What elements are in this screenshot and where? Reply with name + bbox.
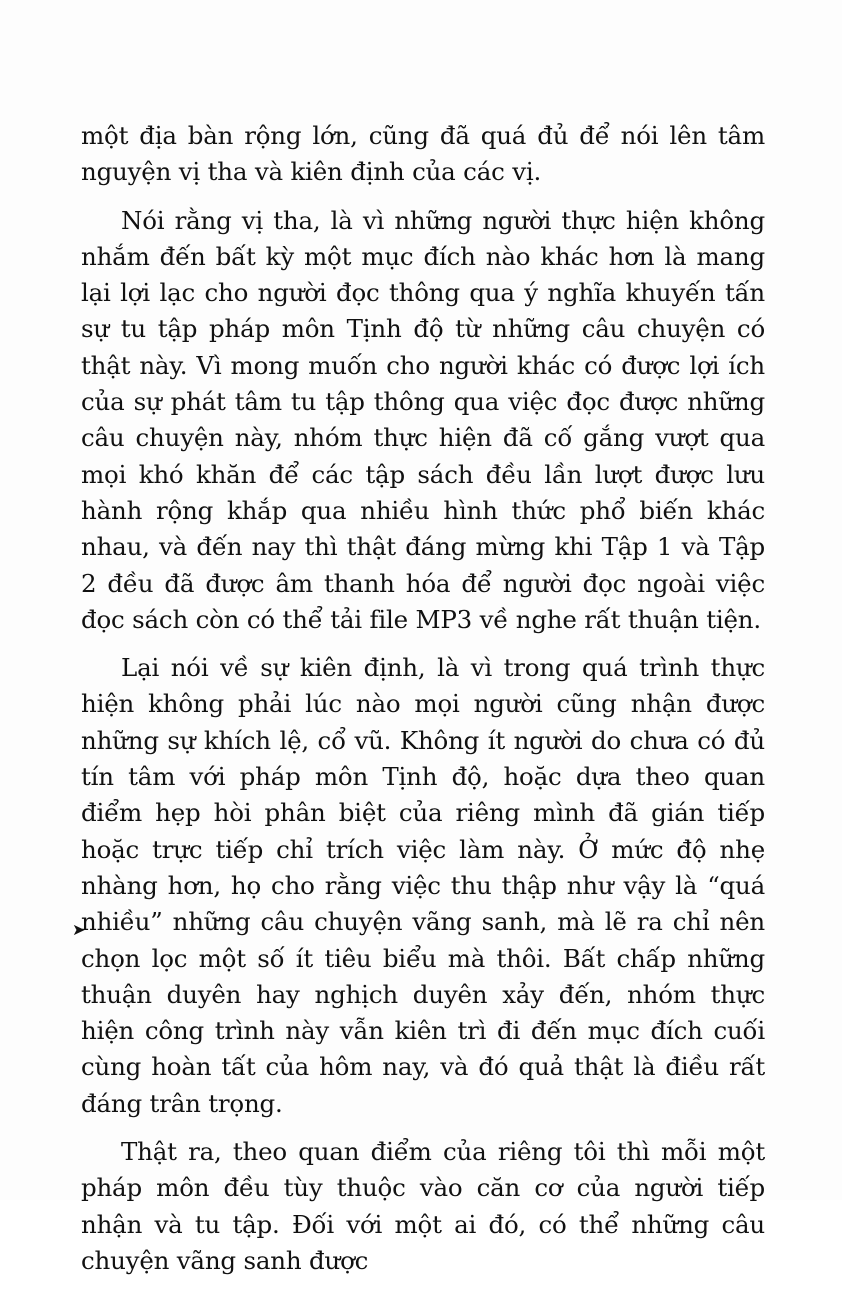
page-text [81, 118, 765, 1291]
paragraph-quan-diem: Thật ra, theo quan điểm của riêng tôi thì mỗi một pháp môn đều tùy thuộc vào căn cơ của người tiếp nhận và tu tập. Đối với một ai đó, có thể những câu chuyện vãng sanh được [81, 1137, 765, 1275]
paragraph-vi-tha: Nói rằng vị tha, là vì những người thực hiện không nhắm đến bất kỳ một mục đích nào khác hơn là mang lại lợi lạc cho người đọc thông qua ý nghĩa khuyến tấn sự tu tập pháp môn Tịnh độ từ những câu chuyện có thật này. Vì mong muốn cho người khác có được lợi ích của sự phát tâm tu tập thông qua việc đọc được những câu chuyện này, nhóm thực hiện đã cố gắng vượt qua mọi khó khăn để các tập sách đều lần lượt được lưu hành rộng khắp qua nhiều hình thức phổ biến khác nhau, và đến nay thì thật đáng mừng khi Tập 1 và Tập 2 đều đã được âm thanh hóa để người đọc ngoài việc đọc sách còn có thể tải file MP3 về nghe rất thuận tiện. [81, 205, 765, 634]
margin-arrow-icon: ➤ [72, 920, 86, 939]
paragraph-continuation: một địa bàn rộng lớn, cũng đã quá đủ để nói lên tâm nguyện vị tha và kiên định của các vị. [81, 121, 765, 187]
paragraph-kien-dinh: Lại nói về sự kiên định, là vì trong quá trình thực hiện không phải lúc nào mọi người cũng nhận được những sự khích lệ, cổ vũ. Không ít người do chưa có đủ tín tâm với pháp môn Tịnh độ, hoặc dựa theo quan điểm hẹp hòi phân biệt của riêng mình đã gián tiếp hoặc trực tiếp chỉ trích việc làm này. Ở mức độ nhẹ nhàng hơn, họ cho rằng việc thu thập như vậy là “quá nhiều” những câu chuyện vãng sanh, mà lẽ ra chỉ nên chọn lọc một số ít tiêu biểu mà thôi. Bất chấp những thuận duyên hay nghịch duyên xảy đến, nhóm thực hiện công trình này vẫn kiên trì đi đến mục đích cuối cùng hoàn tất của hôm nay, và đó quả thật là điều rất đáng trân trọng. [81, 653, 765, 1118]
